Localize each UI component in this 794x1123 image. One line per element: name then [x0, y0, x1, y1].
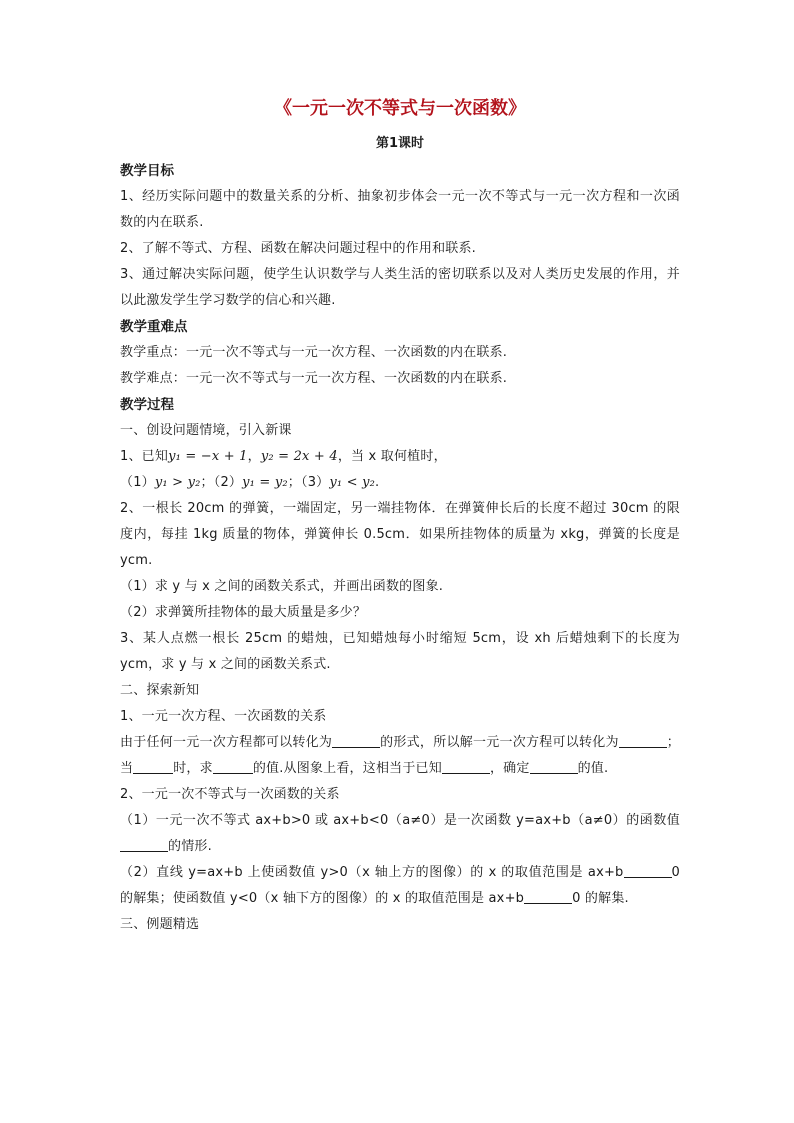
q1-case3: y₁ < y₂	[329, 475, 376, 490]
sub2-p1-text-a: （1）一元一次不等式 ax+b>0 或 ax+b<0（a≠0）是一次函数 y=ax+b（a≠0）的函数值	[120, 813, 680, 828]
sub1-text-c: ；当	[120, 735, 680, 776]
question-2-sub1: （1）求 y 与 x 之间的函数关系式，并画出函数的图象.	[120, 579, 444, 594]
sub2-p1-text-b: 的情形.	[168, 839, 212, 854]
blank-line	[332, 733, 380, 748]
sub1-text-b: 的形式，所以解一元一次方程可以转化为	[380, 735, 619, 750]
process-heading: 教学过程	[120, 397, 174, 413]
sub2-p2-text-b: 0 的解集；使函数值 y<0（x 轴下方的图像）的 x 的取值范围是 ax+b	[120, 865, 680, 906]
question-2-sub2: （2）求弹簧所挂物体的最大质量是多少？	[120, 605, 367, 620]
q1-prefix: 1、已知	[120, 449, 169, 464]
blank-line	[442, 759, 490, 774]
document-title: 《一元一次不等式与一次函数》	[274, 98, 526, 119]
q1-case3-label: ；（3）	[287, 475, 330, 490]
goal-item-3: 3、通过解决实际问题，使学生认识数学与人类生活的密切联系以及对人类历史发展的作用，并以此激发学生学习数学的信心和兴趣.	[120, 267, 680, 308]
blank-line	[213, 759, 253, 774]
keypoints-heading: 教学重难点	[120, 319, 188, 335]
sub2-heading: 2、一元一次不等式与一次函数的关系	[120, 787, 340, 802]
sub2-paragraph-2	[120, 860, 680, 912]
goal-item-1: 1、经历实际问题中的数量关系的分析、抽象初步体会一元一次不等式与一元一次方程和一次函数的内在联系.	[120, 189, 680, 230]
sub1-text-g: 的值.	[577, 761, 609, 776]
q1-case1-label: （1）	[120, 475, 155, 490]
keypoint-focus: 教学重点：一元一次不等式与一元一次方程、一次函数的内在联系.	[120, 345, 508, 360]
sub2-paragraph-1	[120, 808, 680, 860]
keypoint-difficulty: 教学难点：一元一次不等式与一元一次方程、一次函数的内在联系.	[120, 371, 508, 386]
q1-suffix: ，当 x 取何植时，	[337, 449, 447, 464]
sub1-text-a: 由于任何一元一次方程都可以转化为	[120, 735, 333, 750]
question-3: 3、某人点燃一根长 25cm 的蜡烛，已知蜡烛每小时缩短 5cm，设 xh 后蜡烛剩下的长度为 ycm，求 y 与 x 之间的函数关系式.	[120, 631, 680, 672]
sub1-text-e: 的值.从图象上看，这相当于已知	[252, 761, 442, 776]
blank-line	[619, 733, 667, 748]
blank-line	[120, 837, 168, 852]
part1-heading: 一、创设问题情境，引入新课	[120, 423, 292, 438]
lesson-subtitle: 第1课时	[375, 136, 425, 151]
sub1-text-d: 时，求	[173, 761, 213, 776]
q1-y2-formula: y₂ = 2x + 4	[260, 449, 338, 464]
part3-heading: 三、例题精选	[120, 917, 200, 932]
q1-case2-label: ；（2）	[200, 475, 243, 490]
question-2: 2、一根长 20cm 的弹簧，一端固定，另一端挂物体．在弹簧伸长后的长度不超过 30cm 的限度内，每挂 1kg 质量的物体，弹簧伸长 0.5cm．如果所挂物体的质量为 xkg，弹簧的长度是 ycm.	[120, 501, 680, 568]
q1-case2: y₁ = y₂	[242, 475, 288, 490]
question-1-cases	[120, 470, 680, 496]
q1-sep: ，	[247, 449, 261, 464]
blank-line	[530, 759, 578, 774]
blank-line	[524, 889, 572, 904]
q1-y1-formula: y₁ = −x + 1	[168, 449, 248, 464]
question-1	[120, 444, 680, 470]
goals-heading: 教学目标	[120, 163, 174, 179]
sub2-p2-text-c: 0 的解集.	[572, 891, 629, 906]
sub2-p2-text-a: （2）直线 y=ax+b 上使函数值 y>0（x 轴上方的图像）的 x 的取值范围是 ax+b	[120, 865, 624, 880]
q1-end: .	[375, 475, 380, 490]
sub1-text-f: ，确定	[489, 761, 530, 776]
goal-item-2: 2、了解不等式、方程、函数在解决问题过程中的作用和联系.	[120, 241, 477, 256]
part2-heading: 二、探索新知	[120, 683, 200, 698]
document-page	[120, 96, 680, 938]
sub1-heading: 1、一元一次方程、一次函数的关系	[120, 709, 327, 724]
sub1-paragraph	[120, 730, 680, 782]
q1-case1: y₁ > y₂	[154, 475, 201, 490]
blank-line	[133, 759, 173, 774]
blank-line	[624, 863, 672, 878]
